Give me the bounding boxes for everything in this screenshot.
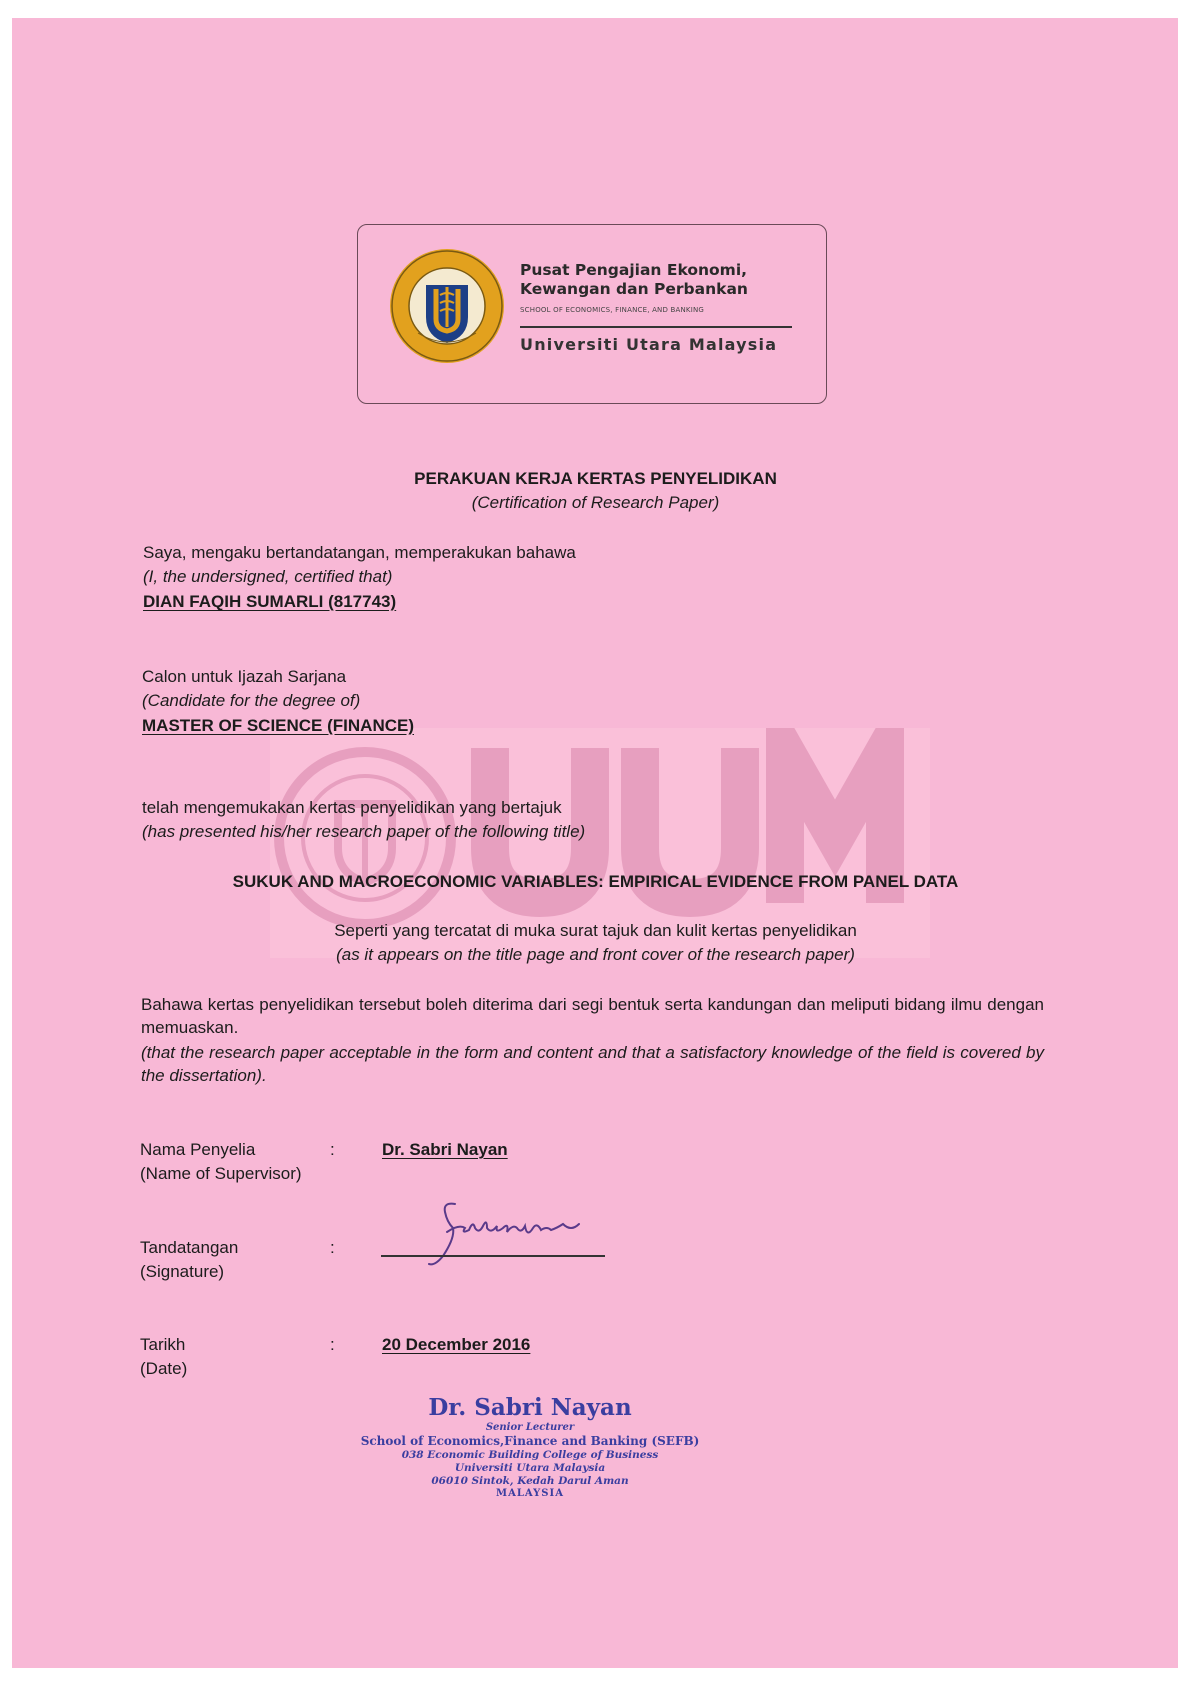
supervisor-name: Dr. Sabri Nayan bbox=[382, 1140, 508, 1159]
handwritten-signature bbox=[425, 1198, 615, 1268]
degree-name: MASTER OF SCIENCE (FINANCE) bbox=[142, 716, 414, 735]
presented-english: (has presented his/her research paper of the following title) bbox=[142, 822, 586, 841]
supervisor-colon: : bbox=[330, 1140, 335, 1159]
school-header bbox=[357, 224, 827, 404]
date-label-english: (Date) bbox=[140, 1359, 188, 1378]
certificate-title: PERAKUAN KERJA KERTAS PENYELIDIKAN bbox=[414, 469, 777, 488]
header-divider bbox=[520, 326, 792, 328]
acceptance-malay: Bahawa kertas penyelidikan tersebut boleh diterima dari segi bentuk serta kandungan dan meliputi bidang ilmu dengan memuaskan. bbox=[141, 995, 1044, 1037]
stamp-country: MALAYSIA bbox=[496, 1488, 564, 1499]
signature-line bbox=[381, 1255, 605, 1257]
research-paper-title: SUKUK AND MACROECONOMIC VARIABLES: EMPIRICAL EVIDENCE FROM PANEL DATA bbox=[232, 872, 959, 891]
stamp-position: Senior Lecturer bbox=[485, 1422, 575, 1433]
school-name-english: SCHOOL OF ECONOMICS, FINANCE, AND BANKING bbox=[520, 306, 705, 314]
stamp-name: Dr. Sabri Nayan bbox=[428, 1394, 632, 1421]
supervisor-label-english: (Name of Supervisor) bbox=[140, 1164, 302, 1183]
presented-malay: telah mengemukakan kertas penyelidikan yang bertajuk bbox=[142, 798, 562, 817]
university-name: Universiti Utara Malaysia bbox=[520, 335, 778, 354]
school-name-malay-line1: Pusat Pengajian Ekonomi, bbox=[520, 261, 748, 279]
stamp-school: School of Economics,Finance and Banking (SEFB) bbox=[360, 1434, 700, 1448]
declaration-english: (I, the undersigned, certified that) bbox=[143, 567, 393, 586]
candidate-name: DIAN FAQIH SUMARLI (817743) bbox=[143, 592, 397, 611]
signature-label-english: (Signature) bbox=[140, 1262, 225, 1281]
appears-english: (as it appears on the title page and front cover of the research paper) bbox=[336, 945, 855, 964]
date-label-malay: Tarikh bbox=[140, 1335, 186, 1354]
date-value: 20 December 2016 bbox=[382, 1335, 531, 1354]
acceptance-english: (that the research paper acceptable in the form and content and that a satisfactory knowledge of the field is covered by the dissertation). bbox=[141, 1043, 1044, 1085]
signature-colon: : bbox=[330, 1238, 335, 1257]
stamp-university: Universiti Utara Malaysia bbox=[454, 1462, 606, 1474]
degree-label-english: (Candidate for the degree of) bbox=[142, 691, 361, 710]
stamp-building: 038 Economic Building College of Business bbox=[401, 1449, 659, 1461]
university-seal-icon bbox=[388, 247, 506, 365]
supervisor-stamp bbox=[355, 1394, 705, 1500]
degree-label-malay: Calon untuk Ijazah Sarjana bbox=[142, 667, 347, 686]
stamp-address: 06010 Sintok, Kedah Darul Aman bbox=[431, 1475, 629, 1487]
declaration-malay: Saya, mengaku bertandatangan, memperakukan bahawa bbox=[143, 543, 576, 562]
school-name-malay-line2: Kewangan dan Perbankan bbox=[520, 280, 748, 298]
date-colon: : bbox=[330, 1335, 335, 1354]
signature-label-malay: Tandatangan bbox=[140, 1238, 239, 1257]
supervisor-label-malay: Nama Penyelia bbox=[140, 1140, 256, 1159]
appears-malay: Seperti yang tercatat di muka surat tajuk dan kulit kertas penyelidikan bbox=[334, 921, 857, 940]
certificate-title-english: (Certification of Research Paper) bbox=[471, 493, 720, 512]
